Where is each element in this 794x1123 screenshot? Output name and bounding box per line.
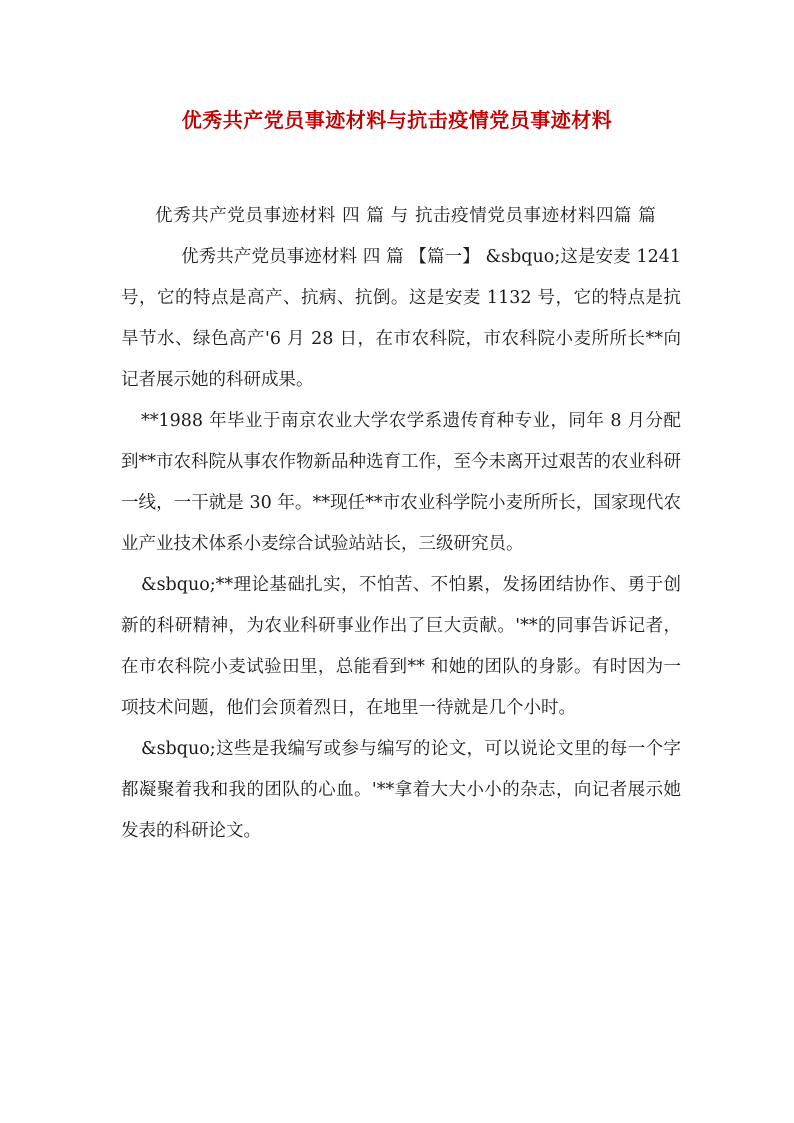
body-paragraph: 优秀共产党员事迹材料 四 篇 【篇一】 &sbquo;这是安麦 1241 号，它的特点是高产、抗病、抗倒。这是安麦 1132 号，它的特点是抗旱节水、绿色高产'6 月 28 日，在市农科院，市农科院小麦所所长**向记者展示她的科研成果。	[121, 247, 681, 390]
body-paragraph: &sbquo;**理论基础扎实，不怕苦、不怕累，发扬团结协作、勇于创新的科研精神，为农业科研事业作出了巨大贡献。'**的同事告诉记者，在市农科院小麦试验田里，总能看到** 和她的团队的身影。有时因为一项技术问题，他们会顶着烈日，在地里一待就是几个小时。	[121, 575, 681, 718]
body-paragraph: &sbquo;这些是我编写或参与编写的论文，可以说论文里的每一个字都凝聚着我和我的团队的心血。'**拿着大大小小的杂志，向记者展示她发表的科研论文。	[121, 739, 681, 841]
body-paragraph: **1988 年毕业于南京农业大学农学系遗传育种专业，同年 8 月分配到**市农科院从事农作物新品种选育工作，至今未离开过艰苦的农业科研一线，一干就是 30 年。**现任**市农业科学院小麦所所长，国家现代农业产业技术体系小麦综合试验站站长，三级研究员。	[121, 411, 681, 554]
document-title: 优秀共产党员事迹材料与抗击疫情党员事迹材料	[181, 108, 613, 132]
document-body	[121, 196, 681, 852]
subtitle-paragraph: 优秀共产党员事迹材料 四 篇 与 抗击疫情党员事迹材料四篇 篇	[155, 206, 657, 226]
